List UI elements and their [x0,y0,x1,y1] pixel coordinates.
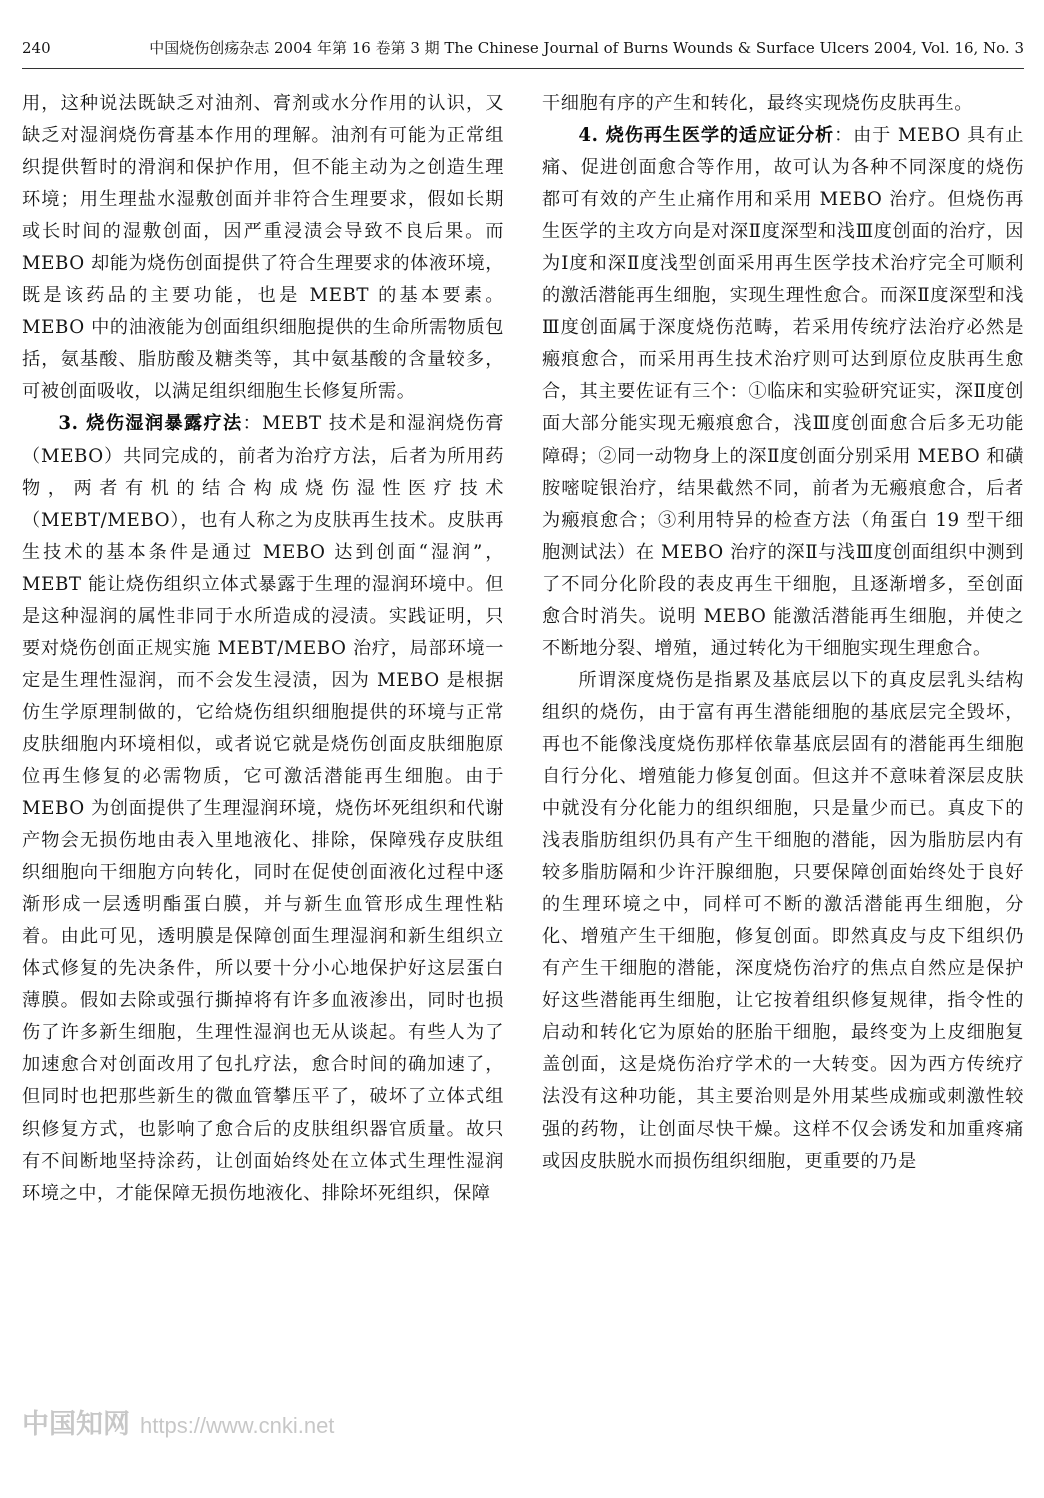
watermark-url: https://www.cnki.net [140,1413,335,1438]
paragraph-body: ：MEBT 技术是和湿润烧伤膏（MEBO）共同完成的，前者为治疗方法，后者为所用药物，两者有机的结合构成烧伤湿性医疗技术（MEBT/MEBO），也有人称之为皮肤再生技术。皮肤再生技术的基本条件是通过 MEBO 达到创面“湿润”，MEBT 能让烧伤组织立体式暴露于生理的湿润环境中。但是这种湿润的属性非同于水所造成的浸渍。实践证明，只要对烧伤创面正规实施 MEBT/MEBO 治疗，局部环境一定是生理性湿润，而不会发生浸渍，因为 MEBO 是根据仿生学原理制做的，它给烧伤组织细胞提供的环境与正常皮肤细胞内环境相似，或者说它就是烧伤创面皮肤细胞原位再生修复的必需物质，它可激活潜能再生细胞。由于 MEBO 为创面提供了生理湿润环境，烧伤坏死组织和代谢产物会无损伤地由表入里地液化、排除，保障残存皮肤组织细胞向干细胞方向转化，同时在促使创面液化过程中逐渐形成一层透明酯蛋白膜，并与新生血管形成生理性粘着。由此可见，透明膜是保障创面生理湿润和新生组织立体式修复的先决条件，所以要十分小心地保护好这层蛋白薄膜。假如去除或强行撕掉将有许多血液渗出，同时也损伤了许多新生细胞，生理性湿润也无从谈起。有些人为了加速愈合对创面改用了包扎疗法，愈合时间的确加速了，但同时也把那些新生的微血管攀压平了，破坏了立体式组织修复方式，也影响了愈合后的皮肤组织器官质量。故只有不间断地坚持涂药，让创面始终处在立体式生理性湿润环境之中，才能保障无损伤地液化、排除坏死组织，保障 [22,413,504,1204]
section-heading: 3. 烧伤湿润暴露疗法 [58,413,243,435]
journal-citation: 中国烧伤创疡杂志 2004 年第 16 卷第 3 期 The Chinese Journal of Burns Wounds & Surface Ulcers 2004, Vol. 16, No. 3 [149,39,1024,57]
page-number: 240 [22,39,51,57]
paragraph-section-4 [542,120,1024,665]
paragraph: 干细胞有序的产生和转化，最终实现烧伤皮肤再生。 [542,93,973,114]
section-heading: 4. 烧伤再生医学的适应证分析 [578,125,835,147]
paragraph-body: ：由于 MEBO 具有止痛、促进创面愈合等作用，故可认为各种不同深度的烧伤都可有效的产生止痛作用和采用 MEBO 治疗。但烧伤再生医学的主攻方向是对深Ⅱ度深型和浅Ⅲ度创面的治疗，因为Ⅰ度和深Ⅱ度浅型创面采用再生医学技术治疗完全可顺利的激活潜能再生细胞，实现生理性愈合。而深Ⅱ度深型和浅Ⅲ度创面属于深度烧伤范畴，若采用传统疗法治疗必然是瘢痕愈合，而采用再生技术治疗则可达到原位皮肤再生愈合，其主要佐证有三个：①临床和实验研究证实，深Ⅱ度创面大部分能实现无瘢痕愈合，浅Ⅲ度创面愈合后多无功能障碍；②同一动物身上的深Ⅱ度创面分别采用 MEBO 和磺胺嘧啶银治疗，结果截然不同，前者为无瘢痕愈合，后者为瘢痕愈合；③利用特异的检查方法（角蛋白 19 型干细胞测试法）在 MEBO 治疗的深Ⅱ与浅Ⅲ度创面组织中测到了不同分化阶段的表皮再生干细胞，且逐渐增多，至创面愈合时消失。说明 MEBO 能激活潜能再生细胞，并使之不断地分裂、增殖，通过转化为干细胞实现生理愈合。 [542,125,1024,659]
header-rule [22,68,1024,69]
paragraph: 用，这种说法既缺乏对油剂、膏剂或水分作用的认识，又缺乏对湿润烧伤膏基本作用的理解。油剂有可能为正常组织提供暂时的滑润和保护作用，但不能主动为之创造生理环境；用生理盐水湿敷创面并非符合生理要求，假如长期或长时间的湿敷创面，因严重浸渍会导致不良后果。而 MEBO 却能为烧伤创面提供了符合生理要求的体液环境，既是该药品的主要功能，也是 MEBT 的基本要素。MEBO 中的油液能为创面组织细胞提供的生命所需物质包括，氨基酸、脂肪酸及糖类等，其中氨基酸的含量较多，可被创面吸收，以满足组织细胞生长修复所需。 [22,93,504,403]
left-column [22,88,504,1493]
right-column [542,88,1024,1493]
running-header [22,28,1024,68]
watermark-logo-text: 中国知网 [22,1409,130,1439]
paragraph-section-3 [22,408,504,1209]
paragraph: 所谓深度烧伤是指累及基底层以下的真皮层乳头结构组织的烧伤，由于富有再生潜能细胞的基底层完全毁坏，再也不能像浅度烧伤那样依靠基底层固有的潜能再生细胞自行分化、增殖能力修复创面。但这并不意味着深层皮肤中就没有分化能力的组织细胞，只是量少而已。真皮下的浅表脂肪组织仍具有产生干细胞的潜能，因为脂肪层内有较多脂肪隔和少许汗腺细胞，只要保障创面始终处于良好的生理环境之中，同样可不断的激活潜能再生细胞，分化、增殖产生干细胞，修复创面。即然真皮与皮下组织仍有产生干细胞的潜能，深度烧伤治疗的焦点自然应是保护好这些潜能再生细胞，让它按着组织修复规律，指令性的启动和转化它为原始的胚胎干细胞，最终变为上皮细胞复盖创面，这是烧伤治疗学术的一大转变。因为西方传统疗法没有这种功能，其主要治则是外用某些成痂或刺激性较强的药物，让创面尽快干燥。这样不仅会诱发和加重疼痛或因皮肤脱水而损伤组织细胞，更重要的乃是 [542,669,1024,1172]
